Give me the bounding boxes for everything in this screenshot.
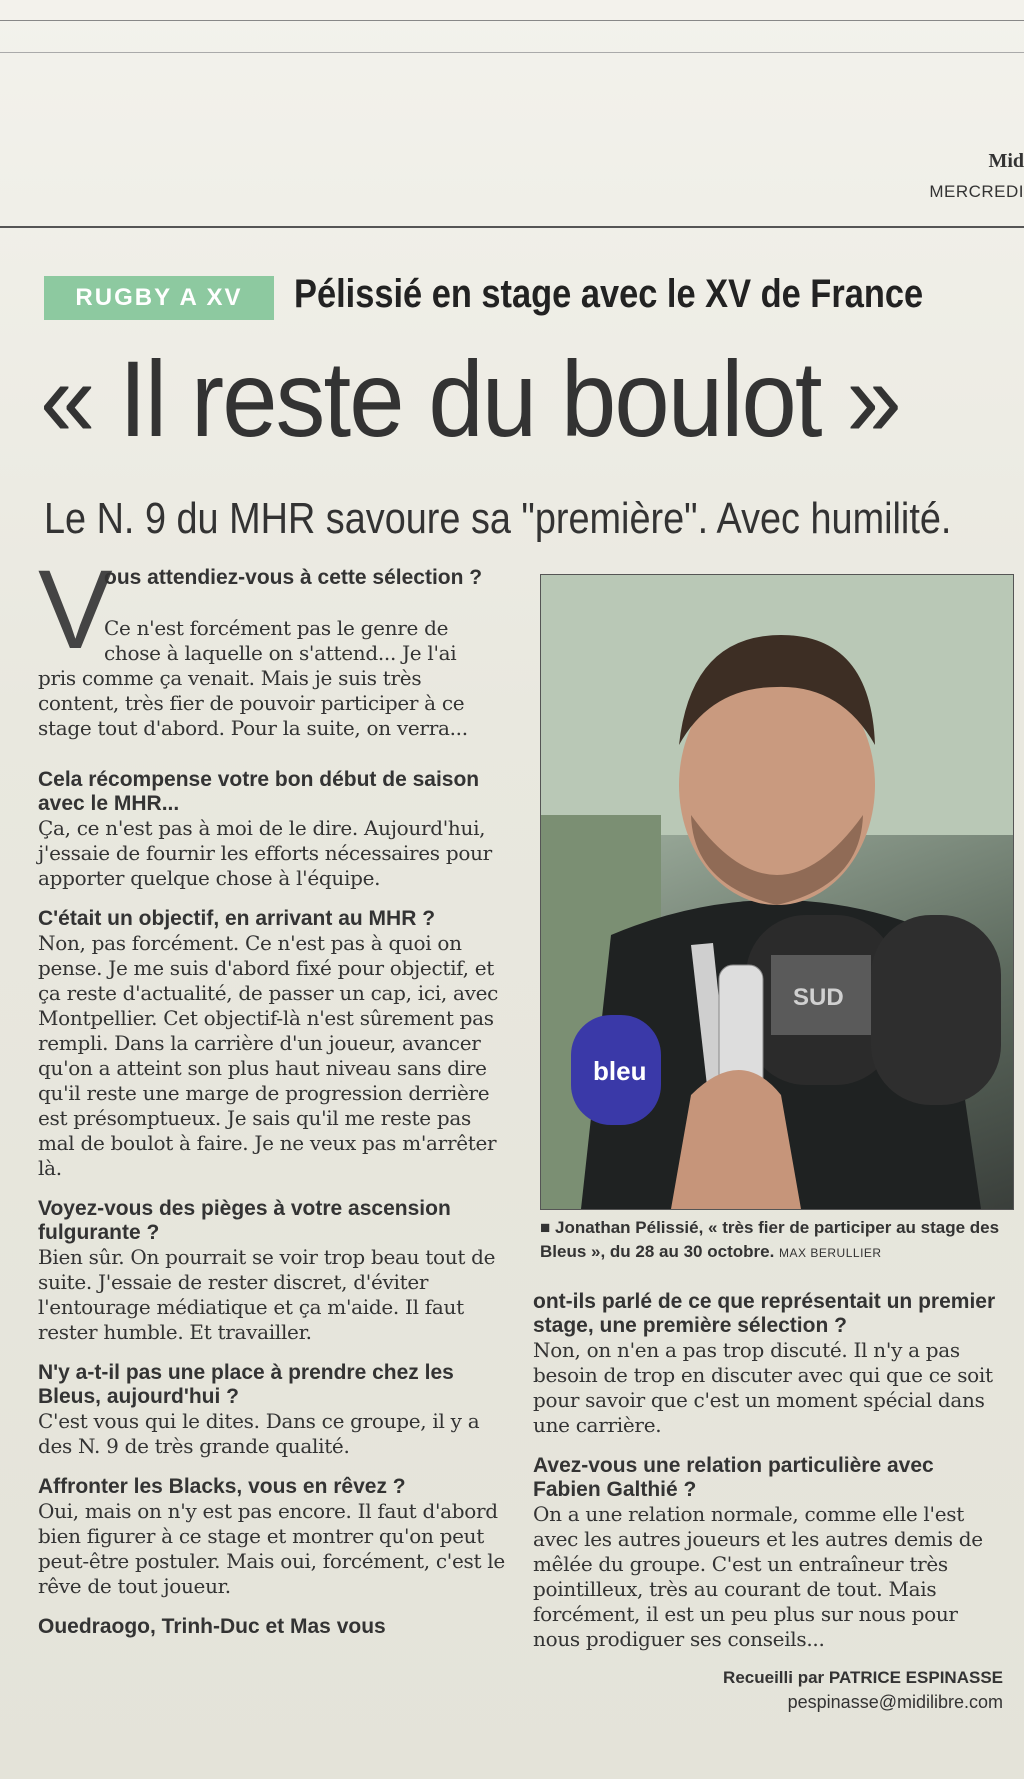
answer: Ça, ce n'est pas à moi de le dire. Aujourd'hui, j'essaie de fournir les efforts nécessaires pour apporter quelque chose à l'équipe. <box>38 816 492 890</box>
question: C'était un objectif, en arrivant au MHR ? <box>38 907 436 930</box>
qa-block <box>38 1615 506 1639</box>
drop-cap: V <box>38 547 113 672</box>
qa-block <box>38 1475 506 1599</box>
photo-credit: MAX BERULLIER <box>779 1246 882 1260</box>
answer: Bien sûr. On pourrait se voir trop beau tout de suite. J'essaie de rester discret, d'éviter l'entourage médiatique et ça m'aide. Il faut rester humble. Et travailler. <box>38 1245 496 1344</box>
player-photo-illustration <box>541 575 1013 1209</box>
question-1: ous attendiez-vous à cette sélection ? <box>104 566 483 589</box>
mic-label-1: bleu <box>593 1056 647 1086</box>
question: Ouedraogo, Trinh-Duc et Mas vous <box>38 1615 386 1638</box>
question: N'y a-t-il pas une place à prendre chez les Bleus, aujourd'hui ? <box>38 1361 454 1408</box>
top-rule <box>0 20 1024 21</box>
section-kicker: RUGBY A XV <box>44 276 274 320</box>
top-rule-2 <box>0 52 1024 53</box>
qa-block <box>38 1197 506 1345</box>
question: ont-ils parlé de ce que représentait un premier stage, une première sélection ? <box>533 1290 996 1337</box>
qa-block <box>533 1290 1003 1438</box>
answer: Non, pas forcément. Ce n'est pas à quoi on pense. Je me suis d'abord fixé pour objectif, et ça reste d'actualité, de passer un cap, ici, avec Montpellier. Cet objectif-là n'est sûrement pas rempli. Dans la carrière d'un joueur, avancer qu'on a atteint son plus haut niveau sans dire qu'il reste une marge de progression derrière est présomptueux. Je sais qu'il me reste pas mal de boulot à faire. Je ne veux pas m'arrêter là. <box>38 931 499 1180</box>
author-email: pespinasse@midilibre.com <box>787 1692 1003 1712</box>
mic-label-2: SUD <box>793 984 844 1011</box>
question: Voyez-vous des pièges à votre ascension fulgurante ? <box>38 1197 451 1244</box>
masthead-name: Mid <box>988 150 1024 172</box>
caption-text: ■ Jonathan Pélissié, « très fier de participer au stage des Bleus », du 28 au 30 octobre. <box>540 1218 1000 1261</box>
byline: Recueilli par PATRICE ESPINASSE <box>723 1668 1003 1687</box>
question: Affronter les Blacks, vous en rêvez ? <box>38 1475 406 1498</box>
qa-block <box>38 907 506 1181</box>
answer: On a une relation normale, comme elle l'est avec les autres joueurs et les autres demis de mêlée du groupe. C'est un entraîneur très pointilleux, très au courant de tout. Mais forcément, il est un peu plus sur nous pour nous prodiguer ses conseils... <box>533 1502 983 1651</box>
answer-1-part-1: Ce n'est forcément pas le genre de chose à laquelle on s'attend... Je l'ai <box>104 616 457 665</box>
header-rule <box>0 226 1024 228</box>
answer: Non, on n'en a pas trop discuté. Il n'y a pas besoin de trop en discuter avec qui que ce soit pour savoir que c'est un moment spécial dans une carrière. <box>533 1338 993 1437</box>
answer: Oui, mais on n'y est pas encore. Il faut d'abord bien figurer à ce stage et montrer qu'on peut peut-être postuler. Mais oui, forcément, c'est le rêve de tout joueur. <box>38 1499 505 1598</box>
qa-block <box>38 1361 506 1459</box>
question: Cela récompense votre bon début de saison avec le MHR... <box>38 768 480 815</box>
article-deck: Le N. 9 du MHR savoure sa "première". Avec humilité. <box>44 494 952 543</box>
left-column <box>38 768 506 1655</box>
answer: C'est vous qui le dites. Dans ce groupe, il y a des N. 9 de très grande qualité. <box>38 1409 480 1458</box>
photo-caption <box>540 1216 1024 1265</box>
answer-1-part-2: pris comme ça venait. Mais je suis très content, très fier de pouvoir participer à ce stage tout d'abord. Pour la suite, on verra... <box>38 666 468 740</box>
article-subhead: Pélissié en stage avec le XV de France <box>294 272 924 316</box>
masthead-date: MERCREDI <box>929 182 1024 201</box>
right-column <box>533 1290 1003 1713</box>
qa-block <box>38 768 506 891</box>
qa-block <box>533 1454 1003 1652</box>
player-photo <box>540 574 1014 1210</box>
question: Avez-vous une relation particulière avec Fabien Galthié ? <box>533 1454 934 1501</box>
article-headline: « Il reste du boulot » <box>40 338 900 459</box>
